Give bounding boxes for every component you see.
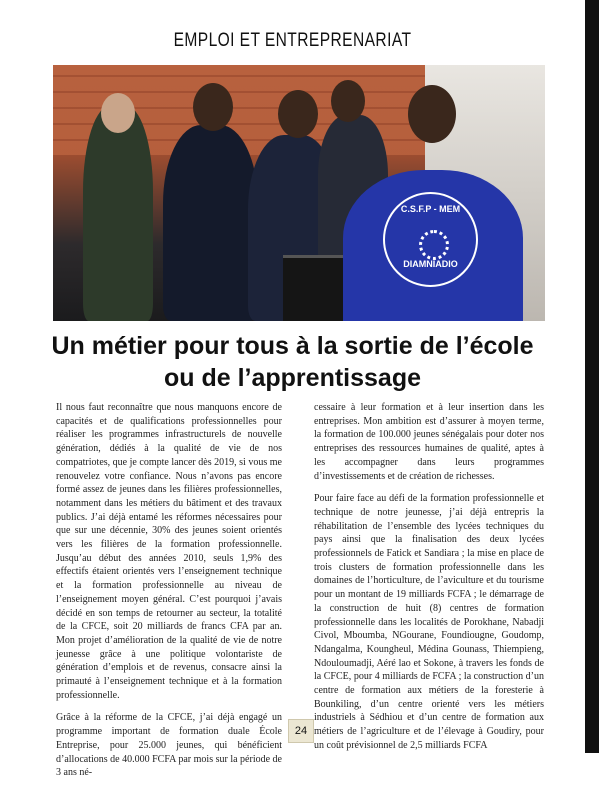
body-paragraph: cessaire à leur formation et à leur insertion dans les entreprises. Mon ambition est d’assurer à moyen terme, la formation de 100.000 jeunes sénégalais pour doter nos entreprises des ressources humaines de qualité, aptes à les accompagner dans leurs programmes d’investissements et de création de richesses.	[314, 402, 544, 482]
person-head	[278, 90, 318, 138]
person-woman	[83, 105, 153, 321]
person-suit-1	[163, 125, 258, 321]
article-headline	[20, 330, 565, 394]
person-head	[408, 85, 456, 143]
person-blue-shirt	[343, 170, 523, 321]
body-paragraph: Grâce à la réforme de la CFCE, j’ai déjà engagé un programme important de formation duale École Entreprise, pour 25.000 jeunes, qui bénéficient d’allocations de 40.000 FCFA par mois sur la période de 3 ans né-	[56, 712, 282, 779]
headline-line-1: Un métier pour tous à la sortie de l’école	[51, 332, 534, 360]
body-column-right	[314, 401, 544, 762]
section-title: EMPLOI ET ENTREPRENARIAT	[173, 30, 412, 51]
body-paragraph: Il nous faut reconnaître que nous manquons encore de capacités et de qualifications professionnelles pour réaliser les programmes infrastructurels de nouvelle génération, dédiés à la qualité de vie de nos compatriotes, que je compte lancer dès 2019, si vous me renouvelez votre confiance. Nous n’avons pas encore formé assez de jeunes dans les filières professionnelles, notamment dans les métiers du bâtiment et des travaux publics. J’ai déjà entamé les réformes nécessaires pour que sur une décennie, 30% des jeunes soient orientés vers les filières de la formation professionnelle. Jusqu’au début des années 2010, seuls 1,9% des effectifs étaient orientés vers l’enseignement technique et la formation professionnelle au niveau de l’enseignement moyen général. C’est pourquoi j’avais décidé en son temps de retourner au secteur, la totalité de la CFCE, soit 20 milliards de francs CFA par an. Mon projet d’amélioration de la qualité de vie de notre jeunesse grâce à une politique volontariste de génération d’emplois et de revenus, consacre ainsi la primauté à l’enseignement technique et à la formation professionnelle.	[56, 402, 282, 701]
shirt-logo	[383, 192, 478, 287]
article-photo	[53, 65, 545, 321]
body-column-left	[56, 401, 282, 789]
page-number: 24	[288, 719, 314, 743]
person-head	[101, 93, 135, 133]
body-paragraph: Pour faire face au défi de la formation professionnelle et technique de notre jeunesse, j’ai déjà entrepris la réhabilitation de l’ensemble des lycées techniques du pays ainsi que la finalisation des deux lycées professionnels de Fatick et Sandiara ; la mise en place de trois clusters de formation professionnelle dans les domaines de l’horticulture, de l’aviculture et du tourisme pour un montant de 19 milliards FCFA ; le démarrage de la construction de huit (8) centres de formation professionnelle dans les localités de Porokhane, Nabadji Civol, Mboumba, NGourane, Foundiougne, Goudomp, Ndangalma, Koungheul, Médina Gounass, Thiempieng, Ndouloumadji, Aéré lao et Sokone, à travers les fonds de la CFCE, pour 4 milliards de FCFA ; la construction d’un centre de formation aux métiers de la foresterie à Bounkiling, d’un centre orienté vers les métiers industriels à Sédhiou et d’un centre de formation aux métiers de l’agriculture et de l’élevage à Goudiry, pour un coût prévisionnel de 2,5 milliards FCFA	[314, 493, 544, 751]
gear-icon	[419, 230, 449, 260]
person-head	[331, 80, 365, 122]
shirt-text-top: C.S.F.P - MEM	[400, 204, 461, 214]
headline-line-2: ou de l’apprentissage	[163, 364, 421, 392]
page-edge-bar	[585, 0, 599, 753]
person-head	[193, 83, 233, 131]
shirt-text-bottom: DIAMNIADIO	[403, 259, 458, 269]
